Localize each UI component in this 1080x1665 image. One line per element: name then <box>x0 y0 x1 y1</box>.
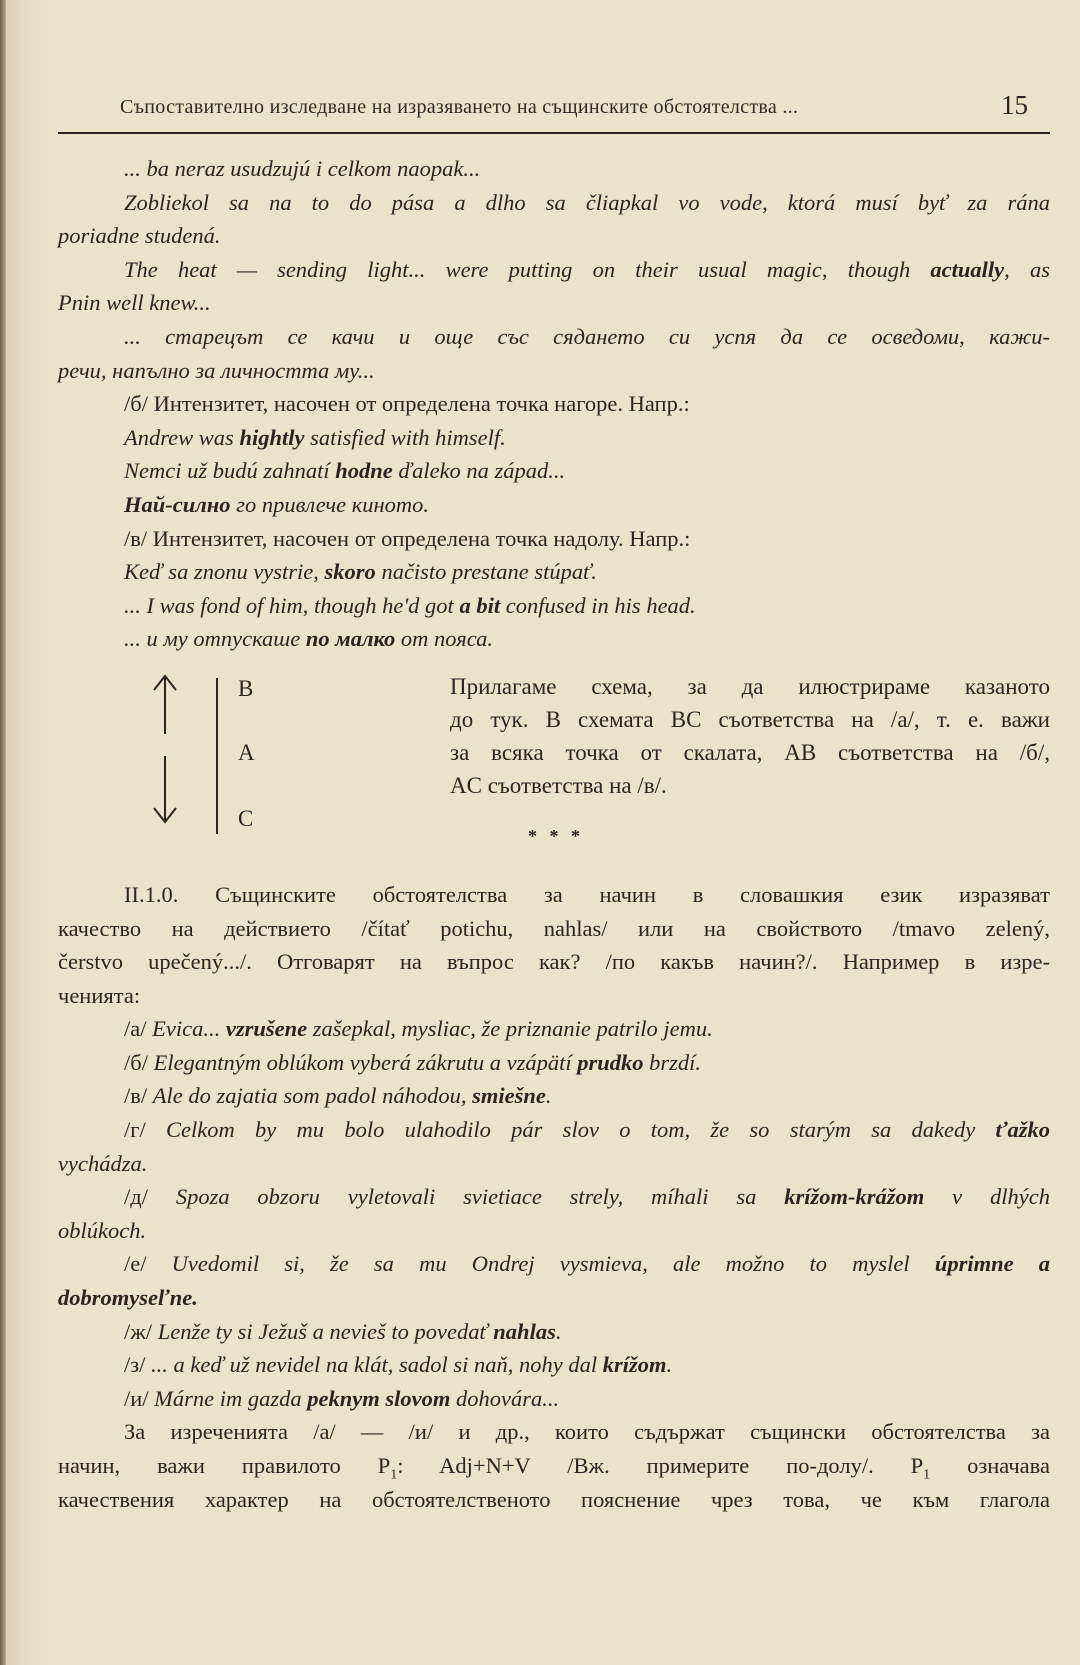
page-spine-edge <box>0 0 6 1665</box>
paragraph-line: качество на действието /čítať potichu, nahlas/ или на свойството /tmavo zelený, <box>58 915 1050 941</box>
scale-label-c: C <box>238 805 254 831</box>
example-line: poriadne studená. <box>58 223 221 249</box>
page-body <box>58 152 1050 1516</box>
example-line: речи, напълно за личността му... <box>58 357 375 383</box>
scheme-text-line: до тук. В схемата BC съответства на /а/, т. е. важи <box>450 706 1050 732</box>
page-number: 15 <box>1001 90 1028 120</box>
example-d-cont: oblúkoch. <box>58 1217 147 1243</box>
example-a: /а/ Evica... vzrušene zašepkal, mysliac, že priznanie patrilo jemu. <box>124 1016 713 1042</box>
scheme-description <box>450 670 1050 803</box>
example-b: /б/ Elegantným oblúkom vyberá zákrutu a vzápätí prudko brzdí. <box>124 1049 702 1075</box>
paragraph-b-intro: /б/ Интензитет, насочен от определена точка нагоре. Напр.: <box>124 391 690 417</box>
example-line: Keď sa znonu vystrie, skoro načisto prestane stúpať. <box>124 559 597 585</box>
running-header <box>58 90 1050 134</box>
example-line: Nemci už budú zahnatí hodne ďaleko na západ... <box>124 458 566 484</box>
example-line: The heat — sending light... were putting on their usual magic, though actually, as <box>124 256 1050 282</box>
example-line: ... и му отпускаше по малко от пояса. <box>124 626 493 652</box>
paragraph-line: начин, важи правилото $P_1$: Adj+N+V /Вж. примерите по-долу/. $P_1$ означава <box>58 1453 1050 1483</box>
scale-scheme <box>58 670 1050 866</box>
paragraph-line: За изреченията /а/ — /и/ и др., които съдържат същински обстоятелства за <box>124 1419 1050 1445</box>
scheme-text-line: за всяка точка от скалата, AB съответства на /б/, <box>450 739 1050 765</box>
scheme-text-line: AC съответства на /в/. <box>450 772 667 798</box>
example-g-cont: vychádza. <box>58 1150 148 1176</box>
example-line: ... I was fond of him, though he'd got a bit confused in his head. <box>124 592 696 618</box>
example-d: /д/ Spoza obzoru vyletovali svietiace strely, míhali sa krížom-krážom v dlhých <box>124 1184 1050 1210</box>
example-line: ... старецът се качи и още със сядането си успя да се осведоми, кажи- <box>124 323 1050 349</box>
scheme-text-line: Прилагаме схема, за да илюстрираме казаното <box>450 673 1050 699</box>
up-down-arrows-icon <box>150 672 180 834</box>
example-line: Най-силно го привлече киното. <box>124 491 430 517</box>
header-title: Съпоставително изследване на изразяването на същинските обстоятелства ... <box>120 96 799 118</box>
paragraph-v-intro: /в/ Интензитет, насочен от определена точка надолу. Напр.: <box>124 525 691 551</box>
example-line: ... ba neraz usudzujú i celkom naopak... <box>124 156 481 181</box>
example-z: /з/ ... a keď už nevidel na klát, sadol si naň, nohy dal krížom. <box>124 1352 673 1378</box>
section-separator: * * * <box>528 825 584 846</box>
example-e: /е/ Uvedomil si, že sa mu Ondrej vysmieva, ale možno to myslel úprimne a <box>124 1251 1050 1277</box>
example-g: /г/ Celkom by mu bolo ulahodilo pár slov o tom, že so starým sa dakedy ťažko <box>124 1117 1050 1143</box>
example-line: Zobliekol sa na to do pása a dlho sa čliapkal vo vode, ktorá musí byť za rána <box>124 189 1050 215</box>
example-zh: /ж/ Lenže ty si Ježuš a nevieš to povedať nahlas. <box>124 1318 562 1344</box>
scale-label-a: A <box>238 739 255 765</box>
example-v: /в/ Ale do zajatia som padol náhodou, smiešne. <box>124 1083 552 1109</box>
paragraph-line: čerstvo upečený.../. Отговарят на въпрос как? /по какъв начин?/. Например в изре- <box>58 949 1050 975</box>
scale-label-b: B <box>238 675 254 701</box>
paragraph-line: II.1.0. Същинските обстоятелства за начин в словашкия език изразяват <box>124 881 1050 907</box>
section-2 <box>58 878 1050 1516</box>
paragraph-line: ченията: <box>58 982 141 1008</box>
example-i: /и/ Márne im gazda peknym slovom dohovára... <box>124 1385 560 1411</box>
paragraph-line: качествения характер на обстоятелственото пояснение чрез това, че към глагола <box>58 1486 1050 1512</box>
example-line: Andrew was hightly satisfied with himself. <box>124 424 506 450</box>
scale-bar <box>216 678 218 834</box>
example-line: Pnin well knew... <box>58 290 211 316</box>
example-e-cont: dobromyseľne. <box>58 1285 198 1311</box>
